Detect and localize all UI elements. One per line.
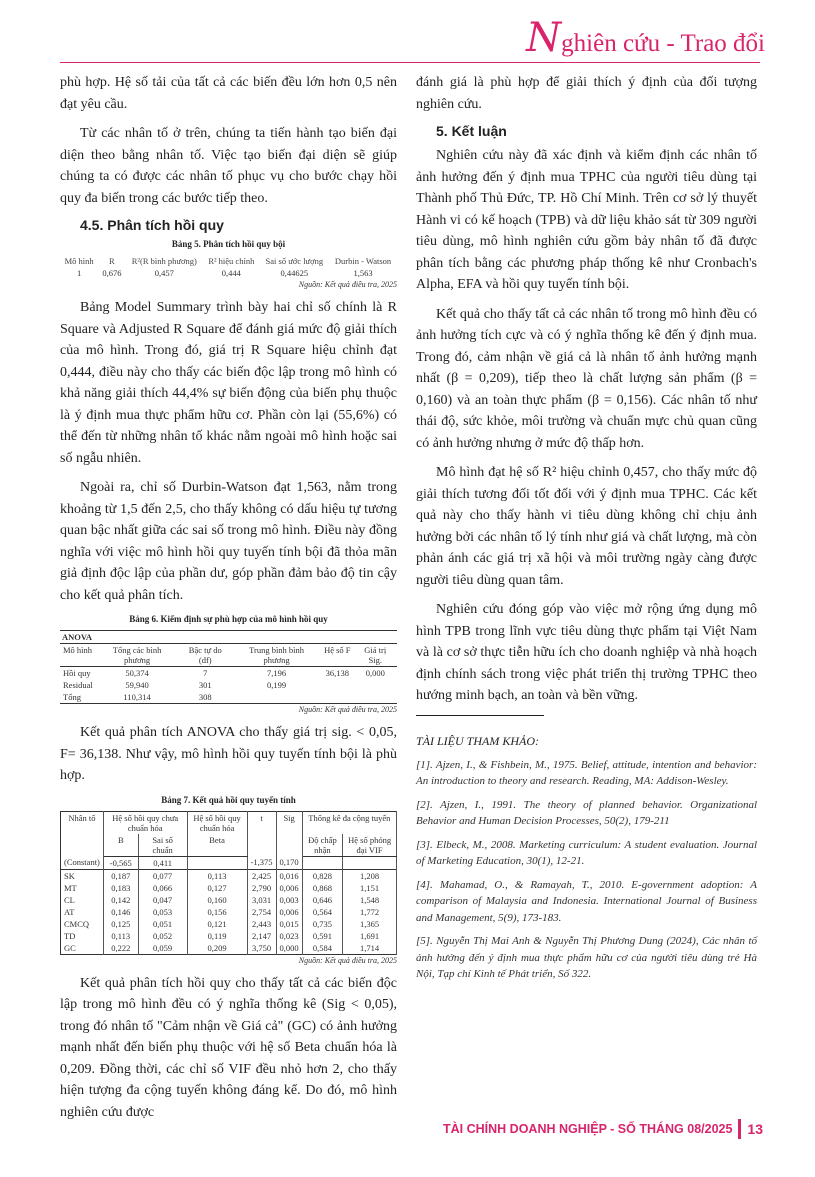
table-header: Sig bbox=[276, 811, 302, 856]
journal-section-header bbox=[526, 15, 765, 61]
table-cell: 2,425 bbox=[247, 869, 276, 882]
table-cell bbox=[354, 679, 398, 691]
table-row bbox=[61, 894, 397, 906]
table-cell: 0,828 bbox=[302, 869, 343, 882]
anova-table bbox=[60, 630, 397, 704]
paragraph: Nghiên cứu đóng góp vào việc mở rộng ứng dụng mô hình TPB trong lĩnh vực tiêu dùng thực phẩm tại Việt Nam và là cơ sở thực tiễn hữu ích cho doanh nghiệp và nhà hoạch định chính sách trong việc phát triển thị trường TPHC theo hướng minh bạch, an toàn và bền vững. bbox=[416, 602, 757, 703]
table-header: B bbox=[103, 834, 138, 857]
table-row bbox=[61, 918, 397, 930]
table-cell: 0,066 bbox=[138, 882, 187, 894]
table-cell: 36,138 bbox=[325, 668, 349, 678]
table-cell: 0,160 bbox=[187, 894, 247, 906]
reference-item: [1]. Ajzen, I., & Fishbein, M., 1975. Belief, attitude, intention and behavior: An introduction to theory and research. Reading, MA: Addison-Wesley. bbox=[416, 758, 757, 787]
table-header: Tổng các bình phương bbox=[96, 644, 179, 667]
table-cell: 0,119 bbox=[187, 930, 247, 942]
paragraph: Mô hình đạt hệ số R² hiệu chỉnh 0,457, cho thấy mức độ giải thích tương đối tốt đối với ý định mua TPHC. Các kết quả này cho thấy hành vi tiêu dùng không chỉ chịu ảnh hưởng bởi các nhân tố lý tính như giá và chất lượng, mà còn phản ánh các giá trị xã hội và môi trường ngày càng được người tiêu dùng quan tâm. bbox=[416, 465, 757, 588]
table-header: Sai số chuẩn bbox=[138, 834, 187, 857]
table-cell: 1 bbox=[76, 268, 82, 278]
table-header: t bbox=[247, 811, 276, 856]
table-cell: 0,646 bbox=[302, 894, 343, 906]
header-rest: ghiên cứu - Trao đổi bbox=[561, 30, 765, 57]
table-cell: 1,714 bbox=[343, 942, 397, 955]
table-cell: 110,314 bbox=[96, 691, 179, 704]
table-cell: Tổng bbox=[60, 691, 96, 704]
table-cell: 0,052 bbox=[138, 930, 187, 942]
table-header: Bậc tự do (df) bbox=[178, 644, 232, 667]
paragraph: Kết quả phân tích hồi quy cho thấy tất cả các biến độc lập trong mô hình đều có ý nghĩa thống kê (Sig < 0,05), trong đó nhân tố "Cảm nhận về Giá cả" (GC) có ảnh hưởng mạnh nhất đến biến phụ thuộc với hệ số Beta chuẩn hóa là 0,209. Đồng thời, các chỉ số VIF đều nhỏ hơn 2, cho thấy hiện tượng đa cộng tuyến không đáng kể. Do đó, mô hình nghiên cứu được bbox=[60, 975, 397, 1120]
header-initial: N bbox=[526, 15, 562, 61]
reference-item: [3]. Elbeck, M., 2008. Marketing curriculum: A student evaluation. Journal of Marketing Education, 30(1), 12-21. bbox=[416, 838, 757, 867]
table-row bbox=[61, 906, 397, 918]
table-cell: 0,444 bbox=[221, 268, 241, 278]
table-cell: 0,584 bbox=[302, 942, 343, 955]
footer-divider bbox=[738, 1119, 741, 1139]
regression-table bbox=[60, 811, 397, 955]
table-cell bbox=[343, 856, 397, 869]
table-cell: 0,000 bbox=[365, 668, 385, 678]
table-cell: Hồi quy bbox=[63, 668, 91, 678]
table-row bbox=[60, 691, 397, 704]
table-label: ANOVA bbox=[60, 631, 397, 644]
table-cell: 0,000 bbox=[276, 942, 302, 955]
page-number: 13 bbox=[747, 1121, 763, 1137]
table-cell: 0,868 bbox=[302, 882, 343, 894]
table-cell: 1,772 bbox=[343, 906, 397, 918]
table-row bbox=[61, 942, 397, 955]
table-cell: 2,754 bbox=[247, 906, 276, 918]
table-cell: 0,016 bbox=[276, 869, 302, 882]
table-header: Mô hình bbox=[64, 256, 94, 266]
table-cell: 0,127 bbox=[187, 882, 247, 894]
table-cell: 0,142 bbox=[103, 894, 138, 906]
table-header: Durbin - Watson bbox=[334, 256, 392, 266]
paragraph: Nghiên cứu này đã xác định và kiểm định các nhân tố ảnh hưởng đến ý định mua TPHC của người tiêu dùng tại Thành phố Thủ Đức, TP. Hồ Chí Minh. Trên cơ sở lý thuyết Hành vi có kế hoạch (TPB) và dữ liệu khảo sát từ 309 người tiêu dùng, mô hình nghiên cứu gồm bảy nhân tố đã được phân tích bằng các phương pháp thống kê như Cronbach's Alpha, EFA và hồi quy tuyến tính bội. bbox=[416, 148, 757, 292]
table-title: Bảng 6. Kiểm định sự phù hợp của mô hình hồi quy bbox=[129, 614, 328, 624]
model-summary-table bbox=[60, 255, 397, 279]
table-row bbox=[60, 667, 397, 680]
table-title: Bảng 7. Kết quả hồi quy tuyến tính bbox=[161, 794, 296, 805]
table-cell: -0,565 bbox=[103, 856, 138, 869]
table-title: Bảng 5. Phân tích hồi quy bội bbox=[171, 239, 286, 249]
table-cell: 0,059 bbox=[138, 942, 187, 955]
table-cell: 0,222 bbox=[103, 942, 138, 955]
table-cell: 3,031 bbox=[247, 894, 276, 906]
table-cell: 1,548 bbox=[343, 894, 397, 906]
references-title: TÀI LIỆU THAM KHẢO: bbox=[416, 733, 539, 748]
paragraph: phù hợp. Hệ số tải của tất cả các biến đều lớn hơn 0,5 nên đạt yêu cầu. bbox=[60, 75, 397, 112]
references-divider bbox=[416, 715, 544, 716]
table-cell: Residual bbox=[63, 680, 93, 690]
table-cell: CL bbox=[61, 894, 104, 906]
table-header: Hệ số phóng đại VIF bbox=[343, 834, 397, 857]
table-row bbox=[60, 267, 397, 279]
table-cell: 1,208 bbox=[343, 869, 397, 882]
table-cell: MT bbox=[61, 882, 104, 894]
table-row bbox=[61, 882, 397, 894]
table-cell: 0,411 bbox=[138, 856, 187, 869]
table-cell: 0,125 bbox=[103, 918, 138, 930]
table-cell: 0,564 bbox=[302, 906, 343, 918]
table-cell: 0,077 bbox=[138, 869, 187, 882]
paragraph: Ngoài ra, chỉ số Durbin-Watson đạt 1,563, nằm trong khoảng từ 1,5 đến 2,5, cho thấy không có dấu hiệu tự tương quan bậc nhất giữa các sai số trong mô hình. Điều này đồng nghĩa với việc mô hình hồi quy tuyến tính bội đã thỏa mãn giả định độc lập của phần dư, góp phần đảm bảo độ tin cậy cho kết quả phân tích. bbox=[60, 480, 397, 603]
table-cell: 0,015 bbox=[276, 918, 302, 930]
table-cell: 1,563 bbox=[353, 268, 373, 278]
table-cell: 1,691 bbox=[343, 930, 397, 942]
reference-item: [4]. Mahamad, O., & Ramayah, T., 2010. E-government adoption: A comparison of Malaysia and Indonesia. International Journal of Business and Management, 5(9), 173-183. bbox=[416, 878, 757, 924]
table-header: Sai số ước lượng bbox=[265, 256, 324, 266]
table-cell: 0,676 bbox=[102, 268, 122, 278]
table-cell: 0,051 bbox=[138, 918, 187, 930]
table-row bbox=[60, 679, 397, 691]
table-cell bbox=[321, 691, 353, 704]
paragraph: Bảng Model Summary trình bày hai chỉ số chính là R Square và Adjusted R Square để đánh giá mức độ giải thích của mô hình. Trong đó, giá trị R Square hiệu chỉnh đạt 0,444, điều này cho thấy các biến độc lập trong mô hình có khả năng giải thích 44,4% sự biến động của biến phụ thuộc là ý định mua thực phẩm hữu cơ. Phần còn lại (55,6%) có thể đến từ những nhân tố khác nằm ngoài mô hình hoặc sai số ngẫu nhiên. bbox=[60, 300, 397, 466]
table-source: Nguồn: Kết quả điều tra, 2025 bbox=[298, 280, 397, 289]
table-cell: 0,113 bbox=[187, 869, 247, 882]
table-cell: 0,735 bbox=[302, 918, 343, 930]
reference-item: [5]. Nguyễn Thị Mai Anh & Nguyễn Thị Phương Dung (2024), Các nhân tố ảnh hưởng đến ý định mua thực phẩm hữu cơ của người tiêu dùng trẻ Hà Nội, Tạp chí Kinh tế Phát triển, Số 322. bbox=[416, 935, 757, 980]
table-cell: 0,183 bbox=[103, 882, 138, 894]
table-cell: 2,790 bbox=[247, 882, 276, 894]
table-cell: 7,196 bbox=[267, 668, 287, 678]
paragraph: Từ các nhân tố ở trên, chúng ta tiến hành tạo biến đại diện theo bằng nhân tố. Việc tạo biến đại diện sẽ giúp chúng ta có được các nhân tố phục vụ cho bước chạy hồi quy đa biến trong các bước tiếp theo. bbox=[60, 126, 397, 206]
table-header: R bbox=[109, 256, 115, 266]
table-cell: 0,121 bbox=[187, 918, 247, 930]
table-cell bbox=[354, 691, 398, 704]
table-cell: 0,113 bbox=[103, 930, 138, 942]
table-cell: CMCQ bbox=[61, 918, 104, 930]
table-cell: 0,006 bbox=[276, 906, 302, 918]
table-cell: 0,170 bbox=[276, 856, 302, 869]
table-header: Beta bbox=[187, 834, 247, 857]
regression-table-body bbox=[61, 856, 397, 954]
table-cell: 0,199 bbox=[267, 680, 287, 690]
table-header: Độ chấp nhận bbox=[302, 834, 343, 857]
table-header: Hệ số hồi quy chưa chuẩn hóa bbox=[103, 811, 187, 834]
section-heading: 4.5. Phân tích hồi quy bbox=[80, 217, 224, 233]
table-cell: 0,457 bbox=[154, 268, 174, 278]
table-cell: TD bbox=[61, 930, 104, 942]
table-cell: 1,151 bbox=[343, 882, 397, 894]
journal-name: TÀI CHÍNH DOANH NGHIỆP - SỐ THÁNG 08/2025 bbox=[443, 1122, 733, 1136]
section-heading: 5. Kết luận bbox=[436, 123, 507, 139]
table-cell: SK bbox=[61, 869, 104, 882]
table-cell: 3,750 bbox=[247, 942, 276, 955]
table-header: Hệ số F bbox=[321, 644, 353, 667]
table-cell bbox=[187, 856, 247, 869]
reference-item: [2]. Ajzen, I., 1991. The theory of planned behavior. Organizational Behavior and Human Decision Processes, 50(2), 179-211 bbox=[416, 798, 757, 827]
page-footer bbox=[443, 1119, 763, 1139]
table-source: Nguồn: Kết quả điều tra, 2025 bbox=[298, 955, 397, 965]
table-header: Hệ số hồi quy chuẩn hóa bbox=[187, 811, 247, 834]
table-header: R² hiệu chỉnh bbox=[208, 256, 255, 266]
table-cell: 59,940 bbox=[125, 680, 149, 690]
table-header: Trung bình bình phương bbox=[232, 644, 321, 667]
table-cell: 2,443 bbox=[247, 918, 276, 930]
table-header: R²(R bình phương) bbox=[131, 256, 197, 266]
table-header: Thống kê đa cộng tuyến bbox=[302, 811, 396, 834]
table-cell bbox=[232, 691, 321, 704]
table-cell: 1,365 bbox=[343, 918, 397, 930]
table-cell: 0,209 bbox=[187, 942, 247, 955]
table-source: Nguồn: Kết quả điều tra, 2025 bbox=[298, 705, 397, 714]
table-cell bbox=[302, 856, 343, 869]
table-row bbox=[61, 856, 397, 869]
table-cell: (Constant) bbox=[61, 856, 104, 869]
table-cell: -1,375 bbox=[247, 856, 276, 869]
table-cell: AT bbox=[61, 906, 104, 918]
table-cell: 0,003 bbox=[276, 894, 302, 906]
table-cell: 0,591 bbox=[302, 930, 343, 942]
left-column bbox=[60, 72, 397, 1131]
table-cell: 2,147 bbox=[247, 930, 276, 942]
table-cell: 0,006 bbox=[276, 882, 302, 894]
table-cell: 308 bbox=[178, 691, 232, 704]
table-cell: 0,156 bbox=[187, 906, 247, 918]
table-row bbox=[61, 869, 397, 882]
table-header: Mô hình bbox=[60, 644, 96, 667]
table-cell: GC bbox=[61, 942, 104, 955]
table-cell: 301 bbox=[198, 680, 212, 690]
paragraph: đánh giá là phù hợp để giải thích ý định của đối tượng nghiên cứu. bbox=[416, 75, 757, 112]
paragraph: Kết quả phân tích ANOVA cho thấy giá trị sig. < 0,05, F= 36,138. Như vậy, mô hình hồi quy tuyến tính bội là phù hợp. bbox=[60, 725, 397, 783]
table-cell: 0,023 bbox=[276, 930, 302, 942]
table-cell bbox=[321, 679, 353, 691]
table-cell: 50,374 bbox=[125, 668, 149, 678]
header-divider bbox=[60, 62, 760, 63]
table-cell: 0,187 bbox=[103, 869, 138, 882]
table-row bbox=[61, 930, 397, 942]
table-cell: 0,44625 bbox=[280, 268, 309, 278]
table-cell: 0,053 bbox=[138, 906, 187, 918]
table-header: Giá trị Sig. bbox=[354, 644, 398, 667]
paragraph: Kết quả cho thấy tất cả các nhân tố trong mô hình đều có ảnh hưởng tích cực và có ý nghĩa thống kê đến ý định mua. Trong đó, cảm nhận về giá cả là nhân tố ảnh hưởng mạnh nhất (β = 0,209), tiếp theo là chất lượng sản phẩm (β = 0,160) và an toàn thực phẩm (β = 0,156). Các nhân tố như thái độ, sức khỏe, môi trường và chuẩn mực chủ quan cũng có ảnh hưởng nhưng ở mức độ thấp hơn. bbox=[416, 306, 757, 451]
table-header: Nhân tố bbox=[61, 811, 104, 856]
table-cell: 0,146 bbox=[103, 906, 138, 918]
right-column bbox=[416, 72, 757, 990]
table-cell: 7 bbox=[203, 668, 208, 678]
table-cell: 0,047 bbox=[138, 894, 187, 906]
